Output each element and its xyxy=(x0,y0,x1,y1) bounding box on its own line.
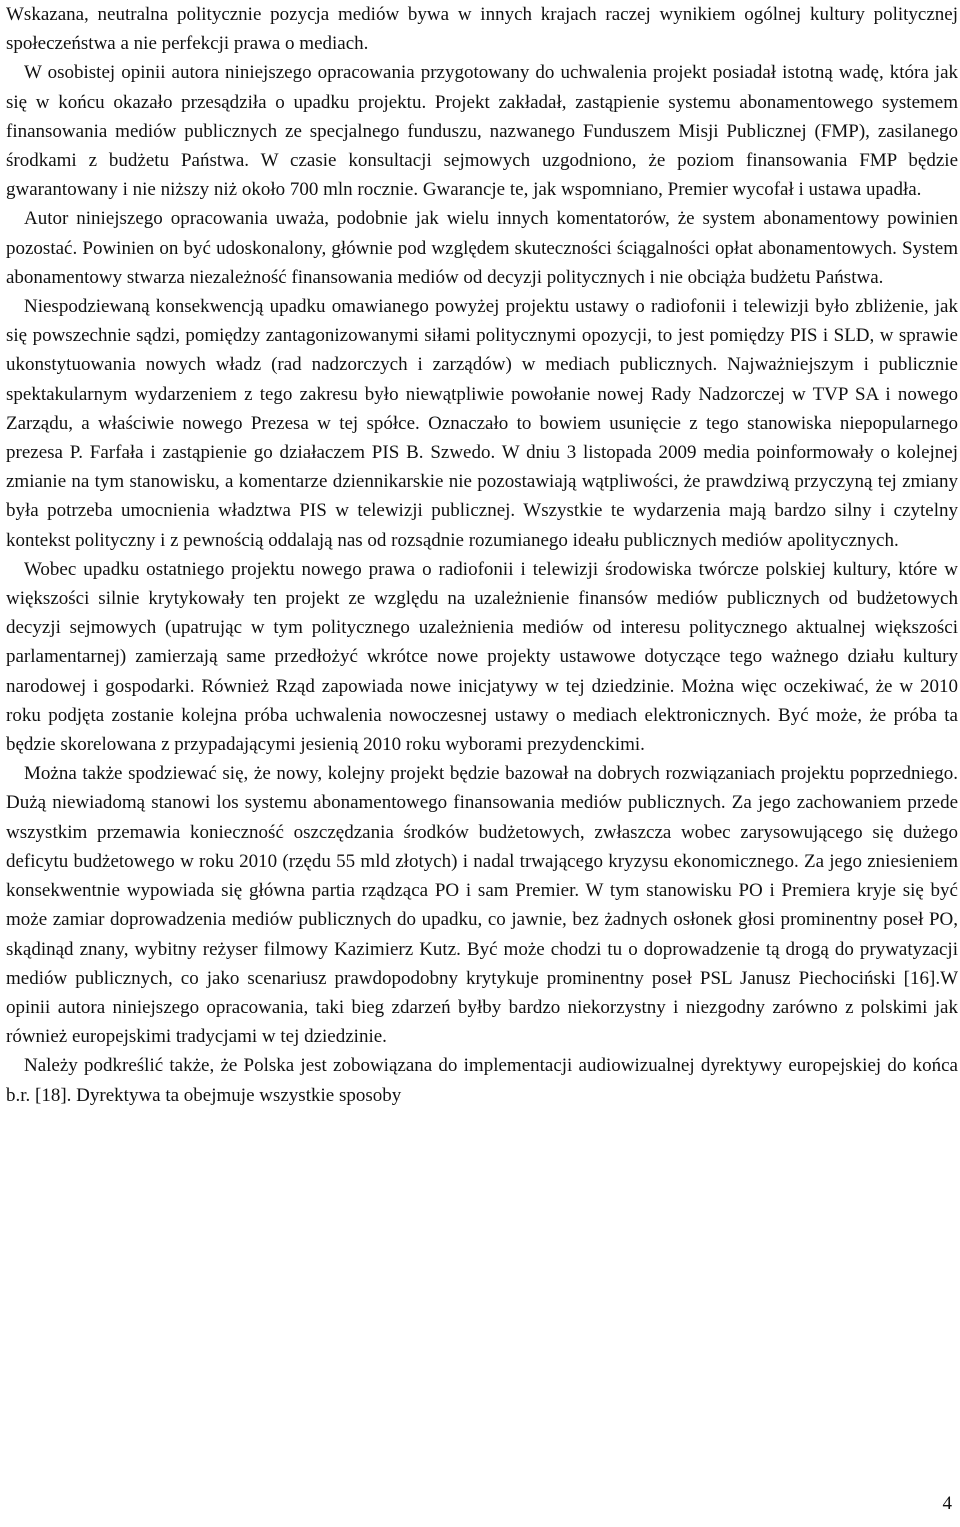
paragraph-4: Niespodziewaną konsekwencją upadku omawianego powyżej projektu ustawy o radiofonii i telewizji było zbliżenie, jak się powszechnie sądzi, pomiędzy zantagonizowanymi siłami politycznymi opozycji, to jest pomiędzy PIS i SLD, w sprawie ukonstytuowania nowych władz (rad nadzorczych i zarządów) w mediach publicznych. Najważniejszym i publicznie spektakularnym wydarzeniem z tego zakresu było niewątpliwie powołanie nowej Rady Nadzorczej w TVP SA i nowego Zarządu, a właściwie nowego Prezesa w tej spółce. Oznaczało to bowiem usunięcie z tego stanowiska niepopularnego prezesa P. Farfała i zastąpienie go działaczem PIS B. Szwedo. W dniu 3 listopada 2009 media poinformowały o kolejnej zmianie na tym stanowisku, a komentarze dziennikarskie nie pozostawiają wątpliwości, że prawdziwą przyczyną tej zmiany była potrzeba umocnienia władztwa PIS w telewizji publicznej. Wszystkie te wydarzenia mają bardzo silny i czytelny kontekst polityczny i z pewnością oddalają nas od rozsądnie rozumianego ideału publicznych mediów apolitycznych. xyxy=(6,296,958,551)
paragraph-5: Wobec upadku ostatniego projektu nowego prawa o radiofonii i telewizji środowiska twórcze polskiej kultury, które w większości silnie krytykowały ten projekt ze względu na uzależnienie finansów mediów publicznych od budżetowych decyzji sejmowych (upatrując w tym politycznego uzależnienia mediów od interesu politycznego aktualnej większości parlamentarnej) zamierzają same przedłożyć wkrótce nowe projekty ustawowe dotyczące tego ważnego działu kultury narodowej i gospodarki. Również Rząd zapowiada nowe inicjatywy w tej dziedzinie. Można więc oczekiwać, że w 2010 roku podjęta zostanie kolejna próba uchwalenia nowoczesnej ustawy o mediach elektronicznych. Być może, że próba ta będzie skorelowana z przypadającymi jesienią 2010 roku wyborami prezydenckimi. xyxy=(6,558,958,756)
paragraph-1: Wskazana, neutralna politycznie pozycja mediów bywa w innych krajach raczej wynikiem ogólnej kultury politycznej społeczeństwa a nie perfekcji prawa o mediach. xyxy=(6,4,958,55)
page-number: 4 xyxy=(942,1493,952,1514)
paragraph-7: Należy podkreślić także, że Polska jest zobowiązana do implementacji audiowizualnej dyrektywy europejskiej do końca b.r. [18]. Dyrektywa ta obejmuje wszystkie sposoby xyxy=(6,1055,958,1106)
paragraph-2: W osobistej opinii autora niniejszego opracowania przygotowany do uchwalenia projekt posiadał istotną wadę, która jak się w końcu okazało przesądziła o upadku projektu. Projekt zakładał, zastąpienie systemu abonamentowego systemem finansowania mediów publicznych ze specjalnego funduszu, nazwanego Funduszem Misji Publicznej (FMP), zasilanego środkami z budżetu Państwa. W czasie konsultacji sejmowych uzgodniono, że poziom finansowania FMP będzie gwarantowany i nie niższy niż około 700 mln rocznie. Gwarancje te, jak wspomniano, Premier wycofał i ustawa upadła. xyxy=(6,62,958,201)
document-body xyxy=(6,0,958,1110)
paragraph-6: Można także spodziewać się, że nowy, kolejny projekt będzie bazował na dobrych rozwiązaniach projektu poprzedniego. Dużą niewiadomą stanowi los systemu abonamentowego finansowania mediów publicznych. Za jego zachowaniem przede wszystkim przemawia konieczność oszczędzania środków budżetowych, zwłaszcza wobec zarysowującego się dużego deficytu budżetowego w roku 2010 (rzędu 55 mld złotych) i nadal trwającego kryzysu ekonomicznego. Za jego zniesieniem konsekwentnie wypowiada się główna partia rządząca PO i sam Premier. W tym stanowisku PO i Premiera kryje się być może zamiar doprowadzenia mediów publicznych do upadku, co jawnie, bez żadnych osłonek głosi prominentny poseł PO, skądinąd znany, wybitny reżyser filmowy Kazimierz Kutz. Być może chodzi tu o doprowadzenie tą drogą do prywatyzacji mediów publicznych, co jako scenariusz prawdopodobny krytykuje prominentny poseł PSL Janusz Piechociński [16].W opinii autora niniejszego opracowania, taki bieg zdarzeń byłby bardzo niekorzystny i niezgodny zarówno z polskimi jak również europejskimi tradycjami w tej dziedzinie. xyxy=(6,763,958,1048)
paragraph-3: Autor niniejszego opracowania uważa, podobnie jak wielu innych komentatorów, że system abonamentowy powinien pozostać. Powinien on być udoskonalony, głównie pod względem skuteczności ściągalności opłat abonamentowych. System abonamentowy stwarza niezależność finansowania mediów od decyzji politycznych i nie obciąża budżetu Państwa. xyxy=(6,208,958,288)
